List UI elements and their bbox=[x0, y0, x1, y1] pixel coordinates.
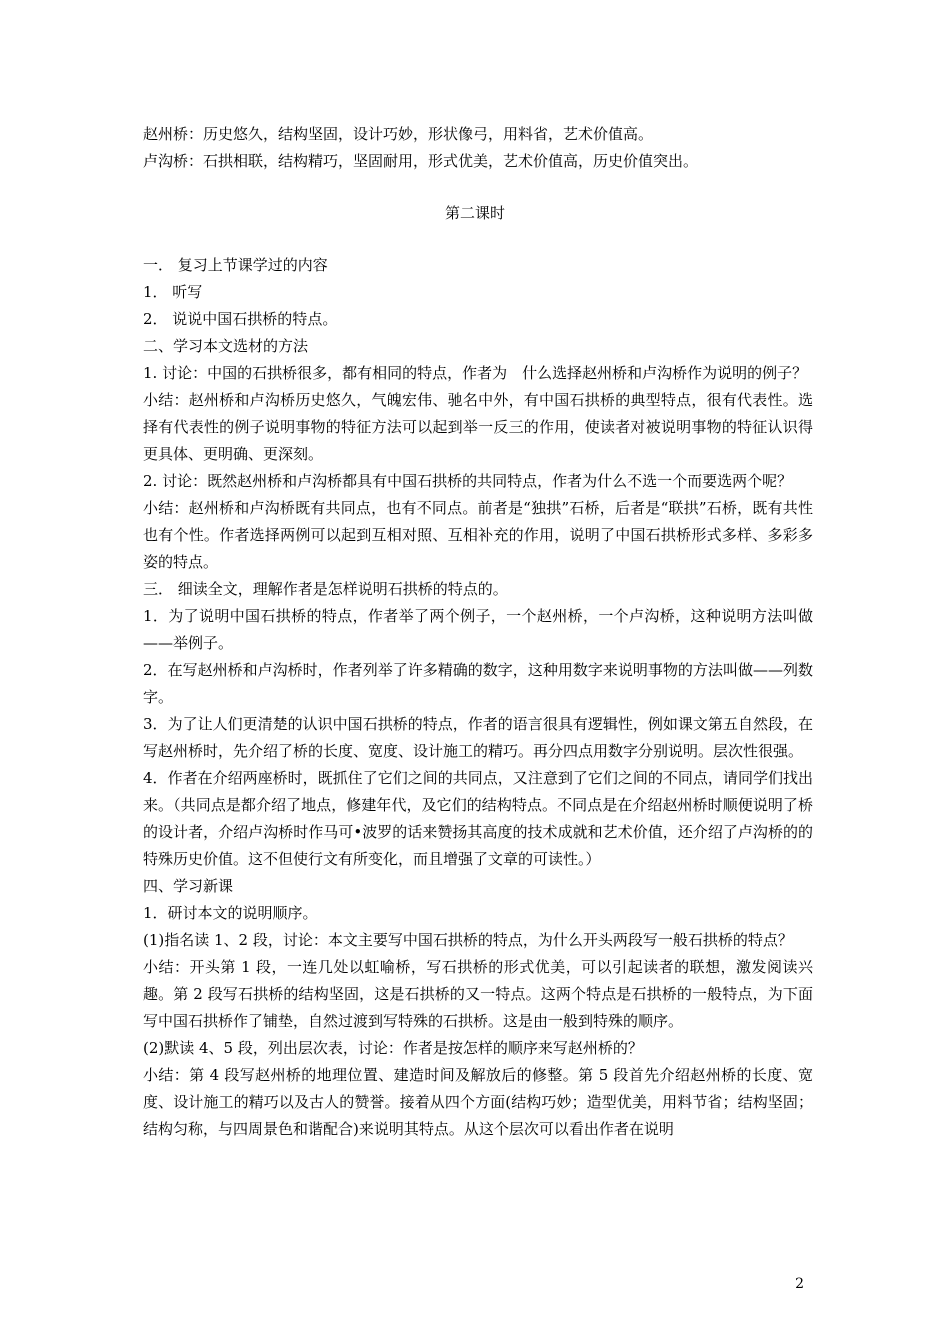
page-number: 2 bbox=[795, 1276, 804, 1292]
discussion-paragraph: 2. 讨论：既然赵州桥和卢沟桥都具有中国石拱桥的共同特点，作者为什么不选一个而要选两个呢？ bbox=[143, 472, 793, 490]
discussion-paragraph: (2)默读 4、5 段，列出层次表，讨论：作者是按怎样的顺序来写赵州桥的？ bbox=[143, 1039, 643, 1057]
list-item: 3．为了让人们更清楚的认识中国石拱桥的特点，作者的语言很具有逻辑性，例如课文第五自然段，在写赵州桥时，先介绍了桥的长度、宽度、设计施工的精巧。再分四点用数字分别说明。层次性很强。 bbox=[143, 715, 813, 760]
intro-line-lugou: 卢沟桥：石拱相联，结构精巧，坚固耐用，形式优美，艺术价值高，历史价值突出。 bbox=[143, 152, 699, 170]
intro-block bbox=[143, 121, 813, 175]
summary-paragraph: 小结：第 4 段写赵州桥的地理位置、建造时间及解放后的修整。第 5 段首先介绍赵州桥的长度、宽度、设计施工的精巧以及古人的赞誉。接着从四个方面(结构巧妙；造型优美，用料节省；结构坚固；结构匀称，与四周景色和谐配合)来说明其特点。从这个层次可以看出作者在说明 bbox=[143, 1066, 813, 1138]
discussion-paragraph: (1)指名读 1、2 段，讨论：本文主要写中国石拱桥的特点，为什么开头两段写一般石拱桥的特点？ bbox=[143, 931, 793, 949]
heading-new-lesson: 四、学习新课 bbox=[143, 877, 234, 895]
summary-paragraph: 小结：赵州桥和卢沟桥既有共同点，也有不同点。前者是“独拱”石桥，后者是“联拱”石桥，既有共性也有个性。作者选择两例可以起到互相对照、互相补充的作用，说明了中国石拱桥形式多样、多彩多姿的特点。 bbox=[143, 499, 813, 571]
intro-line-zhaozhou: 赵州桥：历史悠久，结构坚固，设计巧妙，形状像弓，用料省，艺术价值高。 bbox=[143, 125, 654, 143]
heading-reading: 三． 细读全文，理解作者是怎样说明石拱桥的特点的。 bbox=[143, 580, 508, 598]
main-text bbox=[143, 252, 813, 1143]
summary-paragraph: 小结：开头第 1 段，一连几处以虹喻桥，写石拱桥的形式优美，可以引起读者的联想，激发阅读兴趣。第 2 段写石拱桥的结构坚固，这是石拱桥的又一特点。这两个特点是石拱桥的一般特点，为下面写中国石拱桥作了铺垫，自然过渡到写特殊的石拱桥。这是由一般到特殊的顺序。 bbox=[143, 958, 813, 1030]
list-item: 1．为了说明中国石拱桥的特点，作者举了两个例子，一个赵州桥，一个卢沟桥，这种说明方法叫做——举例子。 bbox=[143, 607, 813, 652]
discussion-paragraph: 1. 讨论：中国的石拱桥很多，都有相同的特点，作者为 什么选择赵州桥和卢沟桥作为说明的例子？ bbox=[143, 364, 808, 382]
list-item: 1． 听写 bbox=[143, 283, 203, 301]
summary-paragraph: 小结：赵州桥和卢沟桥历史悠久，气魄宏伟、驰名中外，有中国石拱桥的典型特点，很有代表性。选择有代表性的例子说明事物的特征方法可以起到举一反三的作用，使读者对被说明事物的特征认识得更具体、更明确、更深刻。 bbox=[143, 391, 813, 463]
heading-selection: 二、学习本文选材的方法 bbox=[143, 337, 309, 355]
list-item: 2． 说说中国石拱桥的特点。 bbox=[143, 310, 338, 328]
list-item: 2．在写赵州桥和卢沟桥时，作者列举了许多精确的数字，这种用数字来说明事物的方法叫做——列数字。 bbox=[143, 661, 813, 706]
list-item: 1．研讨本文的说明顺序。 bbox=[143, 904, 318, 922]
heading-review: 一． 复习上节课学过的内容 bbox=[143, 256, 328, 274]
section-title: 第二课时 bbox=[444, 204, 505, 222]
list-item: 4．作者在介绍两座桥时，既抓住了它们之间的共同点，又注意到了它们之间的不同点，请同学们找出来。（共同点是都介绍了地点，修建年代，及它们的结构特点。不同点是在介绍赵州桥时顺便说明了桥的设计者，介绍卢沟桥时作马可•波罗的话来赞扬其高度的技术成就和艺术价值，还介绍了卢沟桥的的特殊历史价值。这不但使行文有所变化，而且增强了文章的可读性。） bbox=[143, 769, 813, 868]
